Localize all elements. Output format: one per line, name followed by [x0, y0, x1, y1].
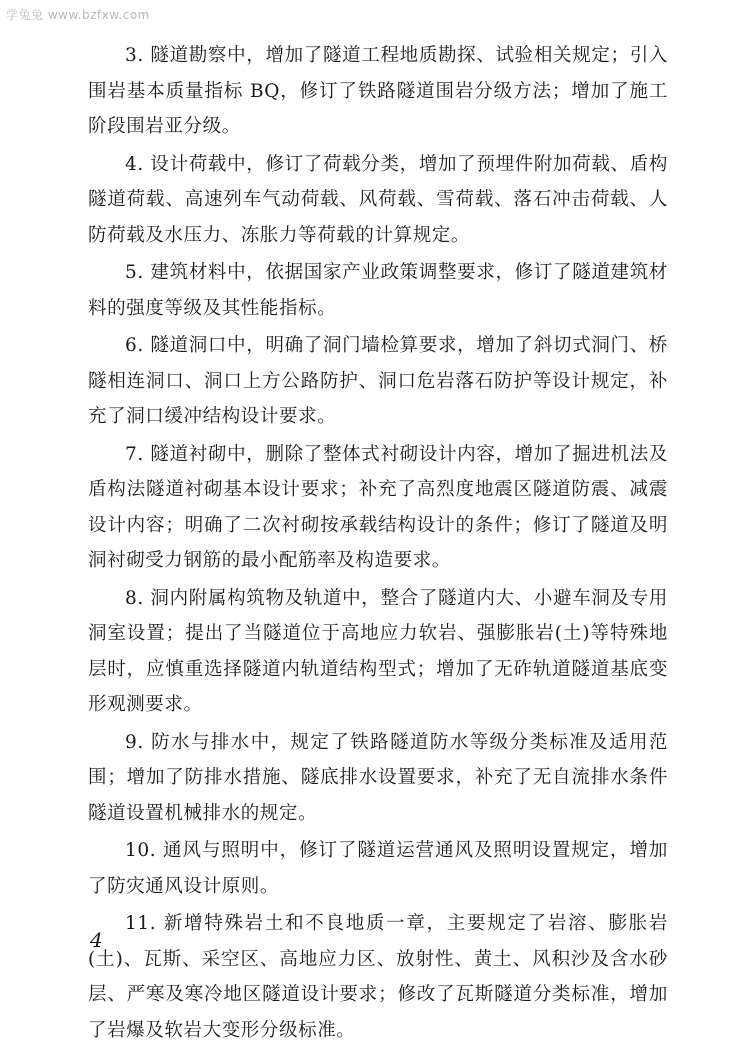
paragraph-9: 9. 防水与排水中，规定了铁路隧道防水等级分类标准及适用范围；增加了防排水措施、隧底排水设置要求，补充了无自流排水条件隧道设置机械排水的规定。 — [88, 731, 668, 824]
paragraph-5: 5. 建筑材料中，依据国家产业政策调整要求，修订了隧道建筑材料的强度等级及其性能指标。 — [88, 262, 668, 319]
paragraph-7: 7. 隧道衬砌中，删除了整体式衬砌设计内容，增加了掘进机法及盾构法隧道衬砌基本设计要求；补充了高烈度地震区隧道防震、减震设计内容；明确了二次衬砌按承载结构设计的条件；修订了隧道及明洞衬砌受力钢筋的最小配筋率及构造要求。 — [88, 443, 668, 571]
paragraph-4: 4. 设计荷载中，修订了荷载分类，增加了预埋件附加荷载、盾构隧道荷载、高速列车气动荷载、风荷载、雪荷载、落石冲击荷载、人防荷载及水压力、冻胀力等荷载的计算规定。 — [88, 153, 668, 246]
paragraph-10: 10. 通风与照明中，修订了隧道运营通风及照明设置规定，增加了防灾通风设计原则。 — [88, 840, 668, 897]
page-number: 4 — [90, 928, 103, 952]
paragraph-6: 6. 隧道洞口中，明确了洞门墙检算要求，增加了斜切式洞门、桥隧相连洞口、洞口上方公路防护、洞口危岩落石防护等设计规定，补充了洞口缓冲结构设计要求。 — [88, 335, 668, 427]
watermark: 学兔兔 www.bzfxw.com — [6, 8, 150, 22]
paragraph-3: 3. 隧道勘察中，增加了隧道工程地质勘探、试验相关规定；引入围岩基本质量指标 BQ，修订了铁路隧道围岩分级方法；增加了施工阶段围岩亚分级。 — [88, 45, 668, 137]
document-body — [88, 38, 668, 1050]
paragraph-11: 11. 新增特殊岩土和不良地质一章，主要规定了岩溶、膨胀岩(土)、瓦斯、采空区、高地应力区、放射性、黄土、风积沙及含水砂层、严寒及寒冷地区隧道设计要求；修改了瓦斯隧道分类标准，增加了岩爆及软岩大变形分级标准。 — [88, 913, 668, 1041]
paragraph-8: 8. 洞内附属构筑物及轨道中，整合了隧道内大、小避车洞及专用洞室设置；提出了当隧道位于高地应力软岩、强膨胀岩(土)等特殊地层时，应慎重选择隧道内轨道结构型式；增加了无砟轨道隧道基底变形观测要求。 — [88, 587, 668, 715]
